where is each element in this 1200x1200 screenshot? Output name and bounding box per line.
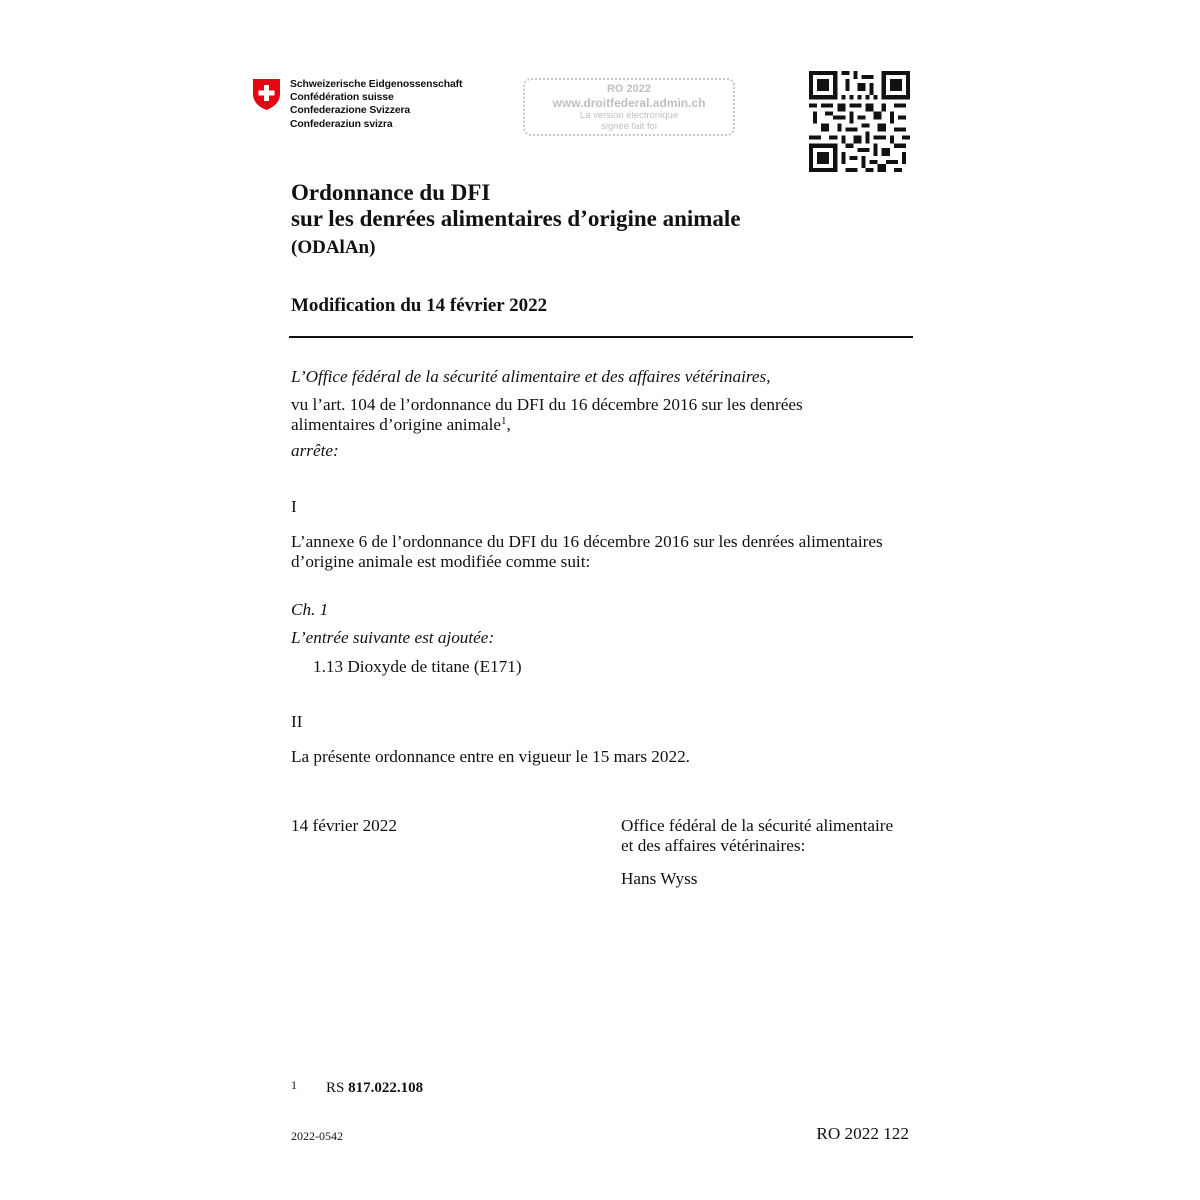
section-1-text — [291, 532, 883, 572]
section-2-numeral: II — [291, 712, 303, 731]
confederation-name-rm: Confederaziun svizra — [290, 118, 393, 130]
stamp-website: www.droitfederal.admin.ch — [552, 96, 706, 110]
qr-code-icon — [809, 71, 910, 172]
stamp-note-1: La version électronique — [579, 110, 679, 121]
confederation-name-it: Confederazione Svizzera — [290, 105, 411, 117]
section-1-text-line-1: L’annexe 6 de l’ordonnance du DFI du 16 décembre 2016 sur les denrées alimentaires — [291, 532, 883, 551]
confederation-name-fr: Confédération suisse — [290, 92, 394, 104]
title-divider — [289, 336, 913, 338]
signatory-name: Hans Wyss — [621, 869, 698, 888]
footnote-reference: 1 — [501, 415, 507, 427]
federal-logo — [252, 78, 512, 138]
footnote-prefix: RS — [326, 1080, 345, 1096]
preamble-basis — [291, 395, 803, 435]
signature-office — [621, 816, 893, 856]
swiss-cross-shield-icon — [252, 78, 281, 111]
section-1-chapter: Ch. 1 — [291, 600, 329, 619]
publication-stamp — [523, 78, 735, 136]
section-1-instruction: L’entrée suivante est ajoutée: — [291, 628, 495, 647]
preamble-basis-end: , — [506, 415, 511, 434]
signature-date: 14 février 2022 — [291, 816, 397, 835]
title-line-1: Ordonnance du DFI — [291, 180, 491, 205]
signature-office-line-1: Office fédéral de la sécurité alimentaire — [621, 816, 894, 835]
stamp-ro: RO 2022 — [606, 83, 652, 95]
section-1-numeral: I — [291, 497, 297, 516]
preamble-basis-text: alimentaires d’origine animale — [291, 415, 501, 434]
modification-heading: Modification du 14 février 2022 — [291, 295, 548, 316]
footnote-reference-number: 817.022.108 — [348, 1080, 424, 1096]
section-1-entry: 1.13 Dioxyde de titane (E171) — [313, 657, 522, 676]
preamble-basis-line-2 — [291, 415, 803, 435]
footnote-text — [326, 1079, 423, 1097]
title-line-2: sur les denrées alimentaires d’origine animale — [291, 206, 741, 231]
signature-office-line-2: et des affaires vétérinaires: — [621, 836, 806, 855]
stamp-note-2: signée fait foi — [601, 121, 657, 132]
ro-reference: RO 2022 122 — [816, 1124, 909, 1143]
section-2-text: La présente ordonnance entre en vigueur le 15 mars 2022. — [291, 747, 690, 766]
section-1-text-line-2: d’origine animale est modifiée comme suit: — [291, 552, 591, 571]
document-title — [291, 180, 741, 232]
preamble-authority: L’Office fédéral de la sécurité alimentaire et des affaires vétérinaires, — [291, 367, 771, 386]
preamble-basis-line-1: vu l’art. 104 de l’ordonnance du DFI du 16 décembre 2016 sur les denrées — [291, 395, 803, 414]
title-abbreviation: (ODAlAn) — [291, 237, 376, 258]
confederation-names — [290, 78, 462, 131]
confederation-name-de: Schweizerische Eidgenossenschaft — [290, 79, 463, 90]
document-id: 2022-0542 — [291, 1129, 343, 1143]
footnote-number: 1 — [291, 1078, 297, 1092]
preamble-decree: arrête: — [291, 441, 339, 460]
